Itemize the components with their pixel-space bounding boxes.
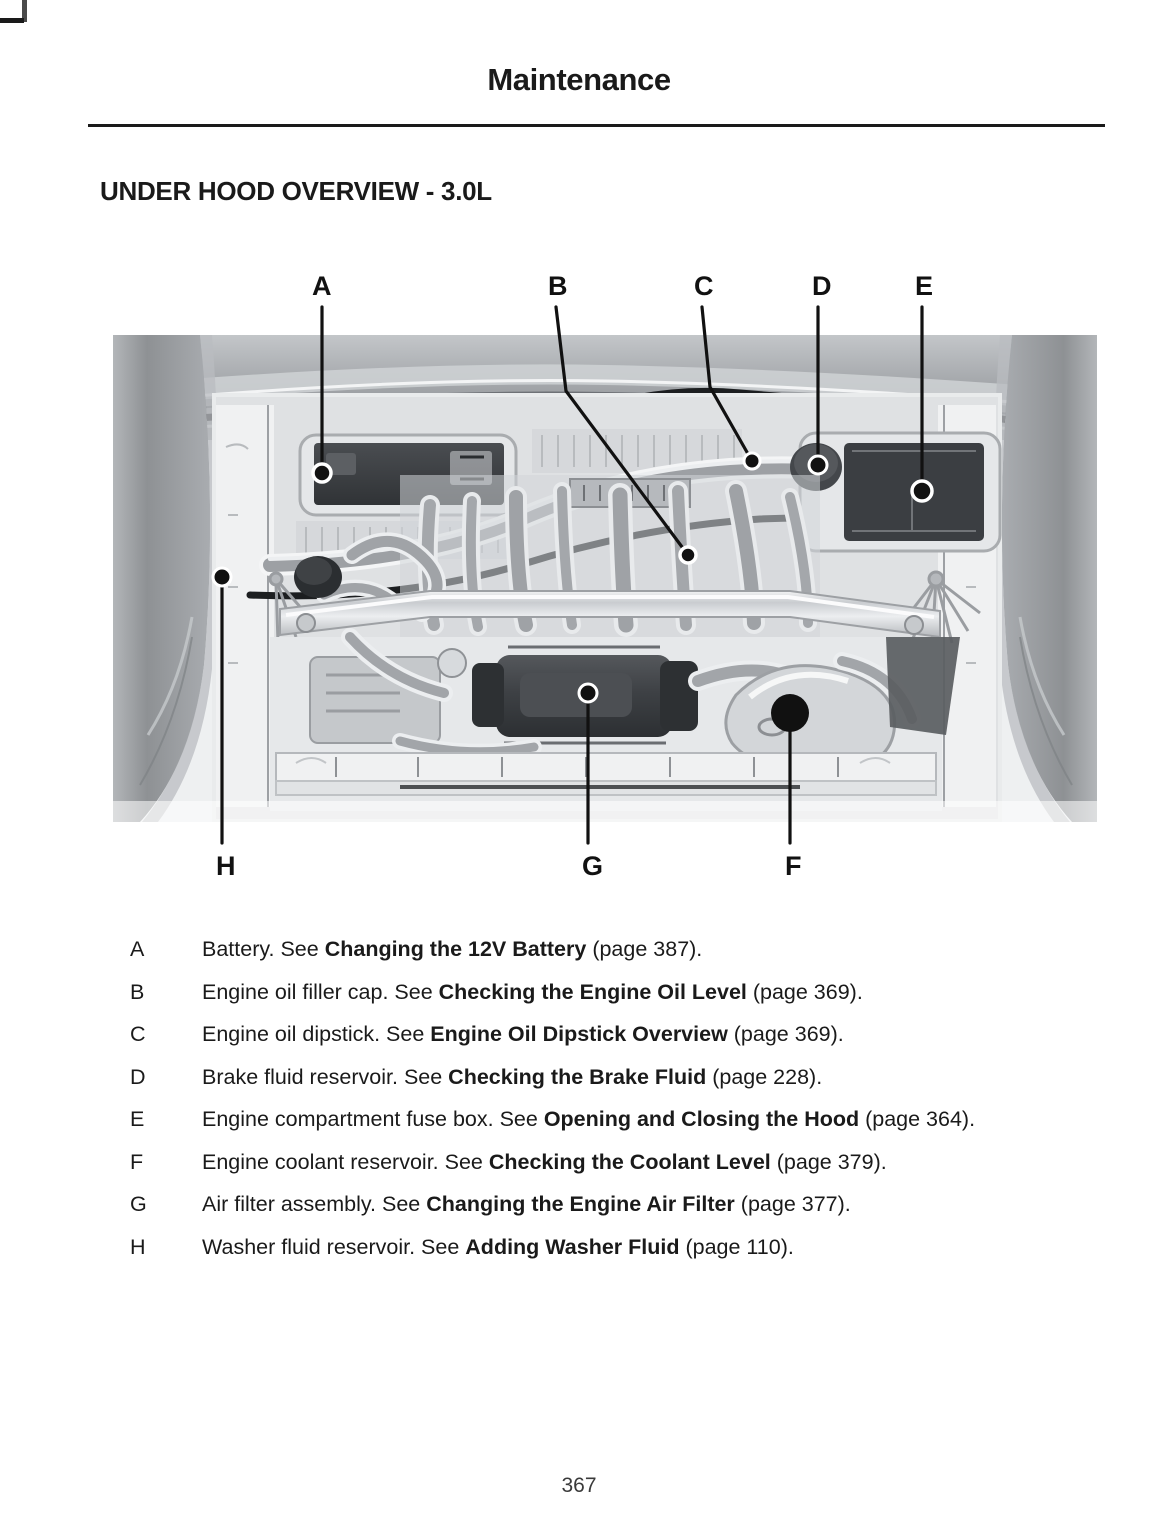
legend-key: G xyxy=(130,1192,147,1217)
under-hood-overview-figure xyxy=(100,265,1110,890)
section-heading: UNDER HOOD OVERVIEW - 3.0L xyxy=(100,176,492,206)
legend-description xyxy=(202,936,1090,964)
legend-prefix: Battery. See xyxy=(202,937,325,961)
legend-description xyxy=(202,1234,1090,1262)
dot-e xyxy=(912,481,932,501)
legend-row xyxy=(130,1191,1090,1219)
legend-row xyxy=(130,1064,1090,1092)
legend-description xyxy=(202,1021,1090,1049)
dot-d xyxy=(809,456,827,474)
legend-key: C xyxy=(130,1022,146,1047)
legend-key: H xyxy=(130,1234,146,1259)
legend-cross-reference[interactable]: Checking the Brake Fluid xyxy=(448,1064,707,1089)
crop-mark-horizontal xyxy=(0,18,24,23)
dot-c xyxy=(744,453,760,469)
legend-description xyxy=(202,1106,1090,1134)
legend-row xyxy=(130,1106,1090,1134)
legend-cross-reference[interactable]: Changing the Engine Air Filter xyxy=(426,1192,735,1217)
callout-label-b: B xyxy=(548,271,568,301)
callout-label-g: G xyxy=(582,851,604,881)
page-number: 367 xyxy=(561,1474,597,1497)
legend-description xyxy=(202,1149,1090,1177)
dot-a xyxy=(313,464,331,482)
engine-bay-photo xyxy=(113,335,1097,823)
legend-cross-reference[interactable]: Changing the 12V Battery xyxy=(324,937,587,961)
callout-label-c: C xyxy=(694,271,714,301)
legend-page-reference: (page 377). xyxy=(734,1192,851,1217)
legend-page-reference: (page 228). xyxy=(706,1064,823,1089)
legend-page-reference: (page 369). xyxy=(727,1022,844,1047)
legend-prefix: Engine coolant reservoir. See xyxy=(202,1149,489,1174)
legend-prefix: Engine compartment fuse box. See xyxy=(202,1107,544,1132)
legend-key: A xyxy=(130,937,145,961)
legend-cross-reference[interactable]: Adding Washer Fluid xyxy=(465,1234,680,1259)
legend-row xyxy=(130,1021,1090,1049)
legend-page-reference: (page 364). xyxy=(859,1107,976,1132)
component-legend-list xyxy=(130,936,1090,1276)
legend-cross-reference[interactable]: Engine Oil Dipstick Overview xyxy=(430,1022,728,1047)
legend-key: F xyxy=(130,1149,144,1174)
dot-f xyxy=(771,694,809,732)
callout-label-e: E xyxy=(915,271,934,301)
page-header xyxy=(0,62,1158,98)
engine-bay-illustration xyxy=(100,265,1110,890)
legend-cross-reference[interactable]: Checking the Engine Oil Level xyxy=(438,979,747,1004)
legend-key: E xyxy=(130,1107,145,1132)
chapter-title: Maintenance xyxy=(487,62,671,97)
legend-description xyxy=(202,1064,1090,1092)
legend-page-reference: (page 110). xyxy=(679,1234,794,1259)
legend-cross-reference[interactable]: Opening and Closing the Hood xyxy=(543,1107,860,1132)
callout-label-h: H xyxy=(216,851,236,881)
legend-key: B xyxy=(130,979,145,1004)
legend-row xyxy=(130,936,1090,964)
crop-mark xyxy=(0,0,28,24)
header-divider xyxy=(88,124,1105,127)
dot-g xyxy=(579,684,597,702)
legend-row xyxy=(130,1234,1090,1262)
legend-cross-reference[interactable]: Checking the Coolant Level xyxy=(488,1149,771,1174)
legend-row xyxy=(130,979,1090,1007)
dot-b xyxy=(680,547,696,563)
legend-key: D xyxy=(130,1064,146,1089)
callout-label-d: D xyxy=(812,271,832,301)
legend-page-reference: (page 387). xyxy=(586,937,703,961)
callout-label-a: A xyxy=(312,271,332,301)
legend-page-reference: (page 379). xyxy=(770,1149,887,1174)
legend-row xyxy=(130,1149,1090,1177)
legend-prefix: Air filter assembly. See xyxy=(202,1192,427,1217)
legend-description xyxy=(202,1191,1090,1219)
legend-prefix: Engine oil dipstick. See xyxy=(202,1022,431,1047)
dot-h xyxy=(213,568,231,586)
legend-prefix: Engine oil filler cap. See xyxy=(202,979,439,1004)
callout-label-f: F xyxy=(785,851,802,881)
legend-prefix: Brake fluid reservoir. See xyxy=(202,1064,449,1089)
legend-prefix: Washer fluid reservoir. See xyxy=(202,1234,466,1259)
legend-description xyxy=(202,979,1090,1007)
legend-page-reference: (page 369). xyxy=(746,979,863,1004)
